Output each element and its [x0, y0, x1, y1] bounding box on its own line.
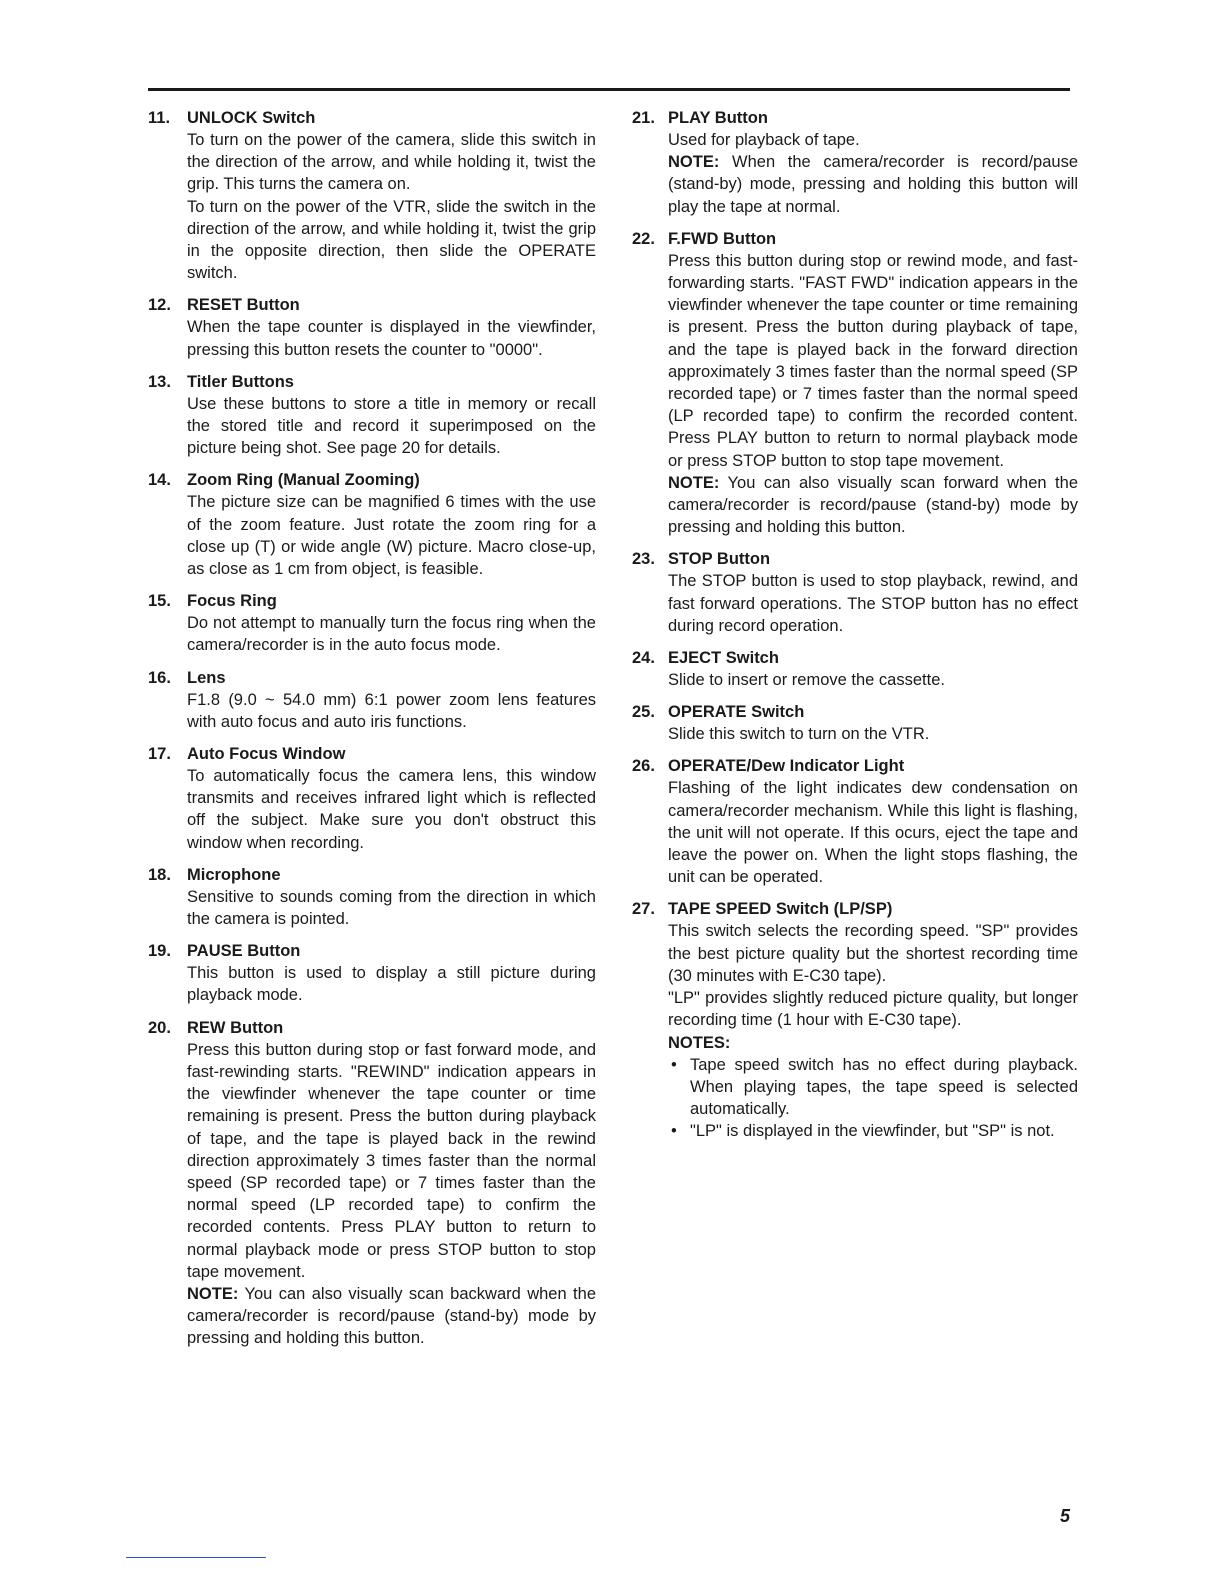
entry-26-dew-indicator — [632, 755, 1078, 888]
header-rule — [148, 88, 1070, 91]
entry-title: PLAY Button — [668, 109, 768, 127]
entry-12-reset-button — [148, 294, 596, 360]
page-number: 5 — [1060, 1506, 1071, 1526]
entry-title: EJECT Switch — [668, 649, 779, 668]
footer-rule — [126, 1557, 266, 1558]
note-text: You can also visually scan backward when the camera/recorder is record/pause (stand-by) mode by pressing and holding this button. — [187, 1284, 596, 1348]
entry-number: 24. — [632, 649, 655, 668]
entry-paragraph: Sensitive to sounds coming from the direction in which the camera is pointed. — [187, 887, 596, 929]
entry-title: OPERATE Switch — [668, 703, 805, 722]
entry-number: 11. — [148, 109, 171, 127]
list-item — [668, 1120, 1078, 1142]
entry-title: Auto Focus Window — [187, 745, 346, 764]
entry-paragraph: F1.8 (9.0 ~ 54.0 mm) 6:1 power zoom lens features with auto focus and auto iris functions. — [187, 690, 596, 731]
note-paragraph — [668, 151, 1078, 218]
entry-paragraph: To turn on the power of the VTR, slide the switch in the direction of the arrow, and while holding it, twist the grip in the opposite direction, then slide the OPERATE switch. — [187, 197, 596, 283]
bullet-icon: • — [671, 1055, 677, 1074]
entry-number: 26. — [632, 757, 655, 776]
entry-11-unlock-switch — [148, 107, 596, 284]
entry-18-microphone — [148, 864, 596, 930]
notes-list — [668, 1054, 1078, 1143]
entry-title: Lens — [187, 668, 226, 687]
entry-14-zoom-ring — [148, 469, 596, 580]
left-column — [148, 107, 596, 1360]
bullet-text: Tape speed switch has no effect during playback. When playing tapes, the tape speed is selected automatically. — [690, 1055, 1078, 1119]
entry-number: 22. — [632, 229, 655, 248]
note-paragraph — [668, 472, 1078, 539]
entry-title: Microphone — [187, 865, 281, 884]
entry-paragraph: This switch selects the recording speed. "SP" provides the best picture quality but the shortest recording time (30 minutes with E-C30 tape). — [668, 922, 1078, 985]
entry-number: 25. — [632, 703, 655, 722]
entry-number: 21. — [632, 109, 655, 127]
entry-27-tape-speed-switch — [632, 898, 1078, 1142]
entry-number: 14. — [148, 471, 171, 490]
entry-13-titler-buttons — [148, 371, 596, 460]
entry-title: UNLOCK Switch — [187, 109, 316, 127]
entry-title: Titler Buttons — [187, 372, 294, 391]
entry-paragraph: Do not attempt to manually turn the focus ring when the camera/recorder is in the auto focus mode. — [187, 614, 596, 655]
entry-paragraph: The STOP button is used to stop playback, rewind, and fast forward operations. The STOP button has no effect during record operation. — [668, 572, 1078, 635]
entry-paragraph: This button is used to display a still picture during playback mode. — [187, 964, 596, 1005]
note-label: NOTE: — [668, 153, 720, 172]
entry-paragraph: Use these buttons to store a title in memory or recall the stored title and record it superimposed on the picture being shot. See page 20 for details. — [187, 394, 596, 458]
entry-25-operate-switch — [632, 701, 1078, 745]
note-paragraph — [187, 1283, 596, 1350]
entry-16-lens — [148, 667, 596, 733]
entry-15-focus-ring — [148, 590, 596, 656]
right-column — [632, 107, 1078, 1153]
entry-paragraph: Press this button during stop or rewind mode, and fast-forwarding starts. "FAST FWD" indication appears in the viewfinder whenever the tape counter or time remaining is present. Press the button during playback of tape, and the tape is played back in the forward direction approximately 3 times faster than the normal speed (SP recorded tape) or 7 times faster than the normal speed (LP recorded tape) to confirm the recorded content. Press PLAY button to return to normal playback mode or press STOP button to stop tape movement. — [668, 251, 1078, 470]
entry-title: F.FWD Button — [668, 229, 777, 248]
entry-number: 16. — [148, 668, 171, 687]
note-label: NOTE: — [668, 473, 720, 492]
note-text: You can also visually scan forward when the camera/recorder is record/pause (stand-by) mode by pressing and holding this button. — [668, 473, 1078, 537]
entry-paragraph: Slide this switch to turn on the VTR. — [668, 725, 930, 744]
entry-title: REW Button — [187, 1018, 284, 1037]
entry-24-eject-switch — [632, 647, 1078, 691]
bullet-text: "LP" is displayed in the viewfinder, but "SP" is not. — [690, 1122, 1055, 1141]
note-label: NOTE: — [187, 1284, 239, 1303]
entry-number: 15. — [148, 592, 171, 611]
entry-title: STOP Button — [668, 550, 771, 569]
entry-22-ffwd-button — [632, 228, 1078, 539]
entry-21-play-button — [632, 107, 1078, 218]
entry-number: 12. — [148, 296, 171, 315]
entry-title: OPERATE/Dew Indicator Light — [668, 757, 905, 776]
entry-paragraph: Slide to insert or remove the cassette. — [668, 671, 945, 690]
bullet-icon: • — [671, 1122, 677, 1141]
entry-paragraph: When the tape counter is displayed in the viewfinder, pressing this button resets the counter to "0000". — [187, 318, 596, 359]
notes-heading: NOTES: — [668, 1033, 731, 1052]
entry-title: TAPE SPEED Switch (LP/SP) — [668, 900, 893, 919]
entry-title: RESET Button — [187, 296, 300, 315]
entry-17-auto-focus-window — [148, 743, 596, 854]
entry-number: 20. — [148, 1018, 171, 1037]
entry-paragraph: To turn on the power of the camera, slide this switch in the direction of the arrow, and while holding it, twist the grip. This turns the camera on. — [187, 131, 596, 194]
list-item — [668, 1054, 1078, 1121]
entry-23-stop-button — [632, 548, 1078, 637]
entry-number: 17. — [148, 745, 171, 764]
entry-number: 13. — [148, 372, 171, 391]
entry-20-rew-button — [148, 1017, 596, 1350]
entry-title: PAUSE Button — [187, 942, 301, 961]
entry-paragraph: To automatically focus the camera lens, this window transmits and receives infrared light which is reflected off the subject. Make sure you don't obstruct this window when recording. — [187, 767, 596, 852]
entry-number: 19. — [148, 942, 171, 961]
entry-title: Zoom Ring (Manual Zooming) — [187, 471, 420, 490]
entry-title: Focus Ring — [187, 592, 277, 611]
entry-paragraph: Used for playback of tape. — [668, 131, 860, 149]
entry-paragraph: The picture size can be magnified 6 times with the use of the zoom feature. Just rotate the zoom ring for a close up (T) or wide angle (W) picture. Macro close-up, as close as 1 cm from object, is feasible. — [187, 493, 596, 579]
entry-paragraph: Flashing of the light indicates dew condensation on camera/recorder mechanism. While this light is flashing, the unit will not operate. If this ocurs, eject the tape and leave the power on. When the light stops flashing, the unit can be operated. — [668, 779, 1078, 887]
entry-number: 27. — [632, 900, 655, 919]
entry-19-pause-button — [148, 940, 596, 1006]
entry-paragraph: Press this button during stop or fast forward mode, and fast-rewinding starts. "REWIND" indication appears in the viewfinder whenever the tape counter or time remaining is present. Press the button during playback of tape, and the tape is played back in the rewind direction approximately 3 times faster than the normal speed (SP recorded tape) or 7 times faster than the normal speed (LP recorded tape) to confirm the recorded contents. Press PLAY button to return to normal playback mode or press STOP button to stop tape movement. — [187, 1040, 596, 1281]
note-text: When the camera/recorder is record/pause (stand-by) mode, pressing and holding this button will play the tape at normal. — [668, 153, 1078, 216]
entry-number: 23. — [632, 550, 655, 569]
entry-paragraph: "LP" provides slightly reduced picture quality, but longer recording time (1 hour with E-C30 tape). — [668, 989, 1078, 1030]
entry-number: 18. — [148, 865, 171, 884]
